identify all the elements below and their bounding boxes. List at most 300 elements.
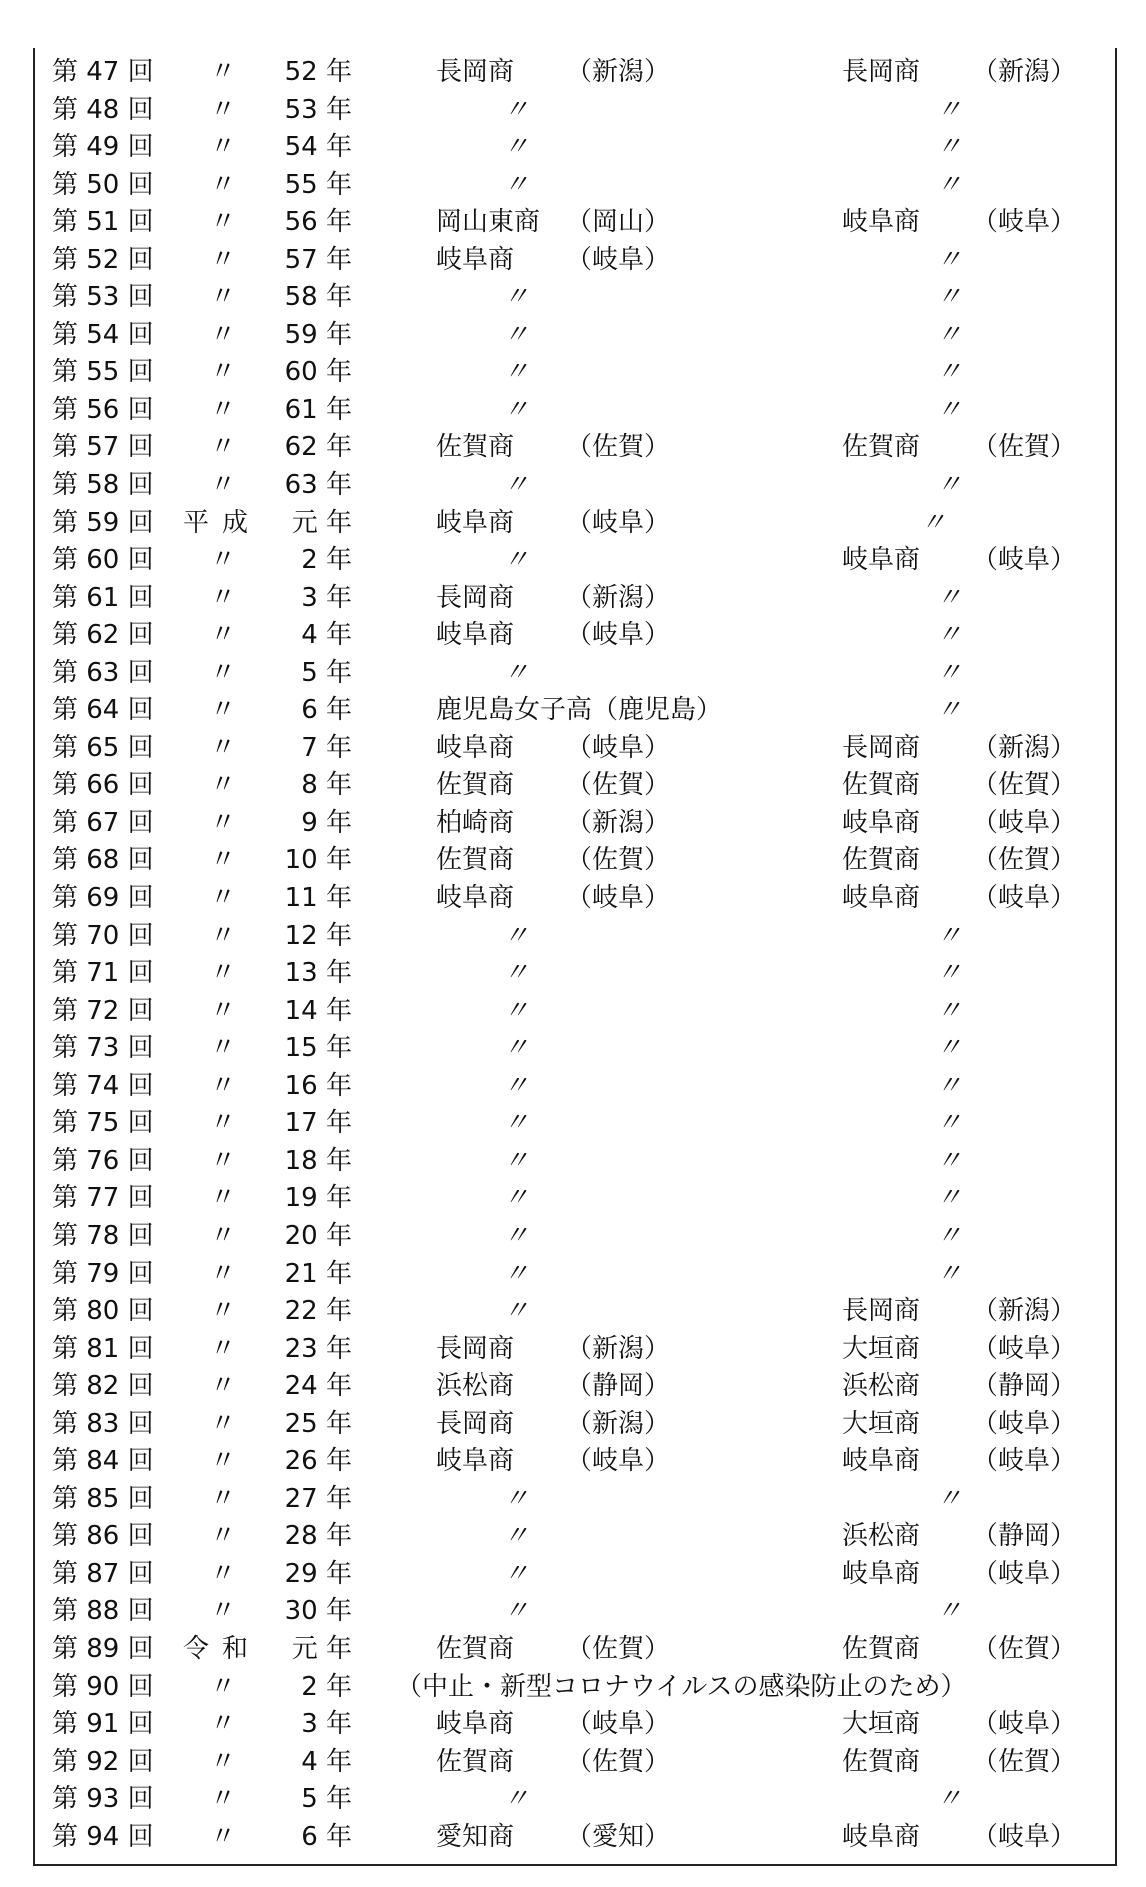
year: 10 年 bbox=[284, 845, 352, 876]
year: 4 年 bbox=[301, 620, 352, 651]
table-row bbox=[0, 392, 1146, 430]
year: 55 年 bbox=[284, 169, 352, 200]
tournament-number: 第 79 回 bbox=[52, 1258, 154, 1289]
year: 21 年 bbox=[284, 1258, 352, 1289]
winner-ditto: 〃 bbox=[503, 94, 530, 125]
winner-ditto: 〃 bbox=[503, 470, 530, 501]
runner-ditto: 〃 bbox=[936, 319, 963, 350]
era-ditto: 〃 bbox=[210, 282, 237, 313]
winner-ditto: 〃 bbox=[503, 319, 530, 350]
tournament-number: 第 83 回 bbox=[52, 1408, 154, 1439]
era-ditto: 〃 bbox=[210, 1371, 237, 1402]
winner-prefecture: （新潟） bbox=[566, 1408, 671, 1439]
year: 4 年 bbox=[301, 1746, 352, 1777]
era-ditto: 〃 bbox=[210, 244, 237, 275]
runner-prefecture: （佐賀） bbox=[972, 770, 1077, 801]
era-ditto: 〃 bbox=[210, 1709, 237, 1740]
year: 56 年 bbox=[284, 207, 352, 238]
tournament-number: 第 89 回 bbox=[52, 1633, 154, 1664]
runner-ditto: 〃 bbox=[936, 1258, 963, 1289]
era-ditto: 〃 bbox=[210, 1408, 237, 1439]
runner-school: 岐阜商 bbox=[842, 883, 921, 914]
tournament-number: 第 69 回 bbox=[52, 883, 154, 914]
winner-school: 岐阜商 bbox=[436, 244, 515, 275]
table-row bbox=[0, 1256, 1146, 1294]
winner-prefecture: （岐阜） bbox=[566, 732, 671, 763]
winner-school: 佐賀商 bbox=[436, 845, 515, 876]
era-ditto: 〃 bbox=[210, 319, 237, 350]
winner-prefecture: （新潟） bbox=[566, 57, 671, 87]
year: 28 年 bbox=[284, 1521, 352, 1552]
tournament-number: 第 84 回 bbox=[52, 1446, 154, 1477]
year: 25 年 bbox=[284, 1408, 352, 1439]
table-row bbox=[0, 1293, 1146, 1331]
era-ditto: 〃 bbox=[210, 732, 237, 763]
year: 11 年 bbox=[284, 883, 352, 914]
winner-prefecture: （岐阜） bbox=[566, 1446, 671, 1477]
winner-prefecture: （岐阜） bbox=[566, 507, 671, 538]
era-ditto: 〃 bbox=[210, 57, 237, 87]
year: 2 年 bbox=[301, 545, 352, 576]
year: 26 年 bbox=[284, 1446, 352, 1477]
runner-ditto: 〃 bbox=[936, 958, 963, 989]
table-row bbox=[0, 880, 1146, 918]
tournament-number: 第 81 回 bbox=[52, 1333, 154, 1364]
winner-school: 愛知商 bbox=[436, 1821, 515, 1852]
runner-ditto: 〃 bbox=[936, 695, 963, 726]
table-row bbox=[0, 1180, 1146, 1218]
table-row bbox=[0, 542, 1146, 580]
winner-ditto: 〃 bbox=[503, 1183, 530, 1214]
year: 20 年 bbox=[284, 1220, 352, 1251]
winner-ditto: 〃 bbox=[503, 1070, 530, 1101]
tournament-number: 第 56 回 bbox=[52, 394, 154, 425]
table-row bbox=[0, 1143, 1146, 1181]
winner-prefecture: （岐阜） bbox=[566, 244, 671, 275]
runner-school: 岐阜商 bbox=[842, 1821, 921, 1852]
tournament-number: 第 64 回 bbox=[52, 695, 154, 726]
table-row bbox=[0, 1518, 1146, 1556]
tournament-number: 第 59 回 bbox=[52, 507, 154, 538]
tournament-number: 第 52 回 bbox=[52, 244, 154, 275]
runner-ditto: 〃 bbox=[936, 282, 963, 313]
table-row bbox=[0, 1631, 1146, 1669]
winner-ditto: 〃 bbox=[503, 995, 530, 1026]
winner-prefecture: （愛知） bbox=[566, 1821, 671, 1852]
table-row bbox=[0, 767, 1146, 805]
year: 元 年 bbox=[291, 1633, 352, 1664]
year: 13 年 bbox=[284, 958, 352, 989]
tournament-number: 第 75 回 bbox=[52, 1108, 154, 1139]
winner-prefecture: （静岡） bbox=[566, 1371, 671, 1402]
runner-prefecture: （新潟） bbox=[972, 732, 1077, 763]
era-ditto: 〃 bbox=[210, 807, 237, 838]
runner-school: 大垣商 bbox=[842, 1333, 921, 1364]
era-ditto: 〃 bbox=[210, 1746, 237, 1777]
table-row bbox=[0, 842, 1146, 880]
table-row bbox=[0, 505, 1146, 543]
runner-ditto: 〃 bbox=[936, 169, 963, 200]
tournament-number: 第 93 回 bbox=[52, 1784, 154, 1815]
runner-prefecture: （岐阜） bbox=[972, 1333, 1077, 1364]
tournament-number: 第 70 回 bbox=[52, 920, 154, 951]
era-ditto: 〃 bbox=[210, 1784, 237, 1815]
runner-school: 佐賀商 bbox=[842, 1746, 921, 1777]
runner-ditto: 〃 bbox=[936, 394, 963, 425]
runner-ditto: 〃 bbox=[936, 1070, 963, 1101]
tournament-number: 第 51 回 bbox=[52, 207, 154, 238]
year: 30 年 bbox=[284, 1596, 352, 1627]
tournament-number: 第 55 回 bbox=[52, 357, 154, 388]
era-ditto: 〃 bbox=[210, 1333, 237, 1364]
runner-ditto: 〃 bbox=[936, 620, 963, 651]
winner-prefecture: （新潟） bbox=[566, 582, 671, 613]
runner-prefecture: （新潟） bbox=[972, 57, 1077, 87]
runner-school: 佐賀商 bbox=[842, 845, 921, 876]
winner-school: 鹿児島女子高（鹿児島） bbox=[436, 695, 723, 726]
runner-school: 佐賀商 bbox=[842, 432, 921, 463]
table-row bbox=[0, 317, 1146, 355]
runner-school: 浜松商 bbox=[842, 1521, 921, 1552]
runner-ditto: 〃 bbox=[936, 1108, 963, 1139]
runner-school: 岐阜商 bbox=[842, 1446, 921, 1477]
runner-prefecture: （静岡） bbox=[972, 1371, 1077, 1402]
era-ditto: 〃 bbox=[210, 883, 237, 914]
table-row bbox=[0, 1368, 1146, 1406]
runner-school: 大垣商 bbox=[842, 1408, 921, 1439]
table-row bbox=[0, 92, 1146, 130]
table-row bbox=[0, 204, 1146, 242]
tournament-number: 第 90 回 bbox=[52, 1671, 154, 1702]
table-row bbox=[0, 279, 1146, 317]
era-ditto: 〃 bbox=[210, 620, 237, 651]
runner-ditto: 〃 bbox=[936, 1483, 963, 1514]
era-ditto: 〃 bbox=[210, 394, 237, 425]
winner-ditto: 〃 bbox=[503, 1596, 530, 1627]
tournament-number: 第 65 回 bbox=[52, 732, 154, 763]
table-row bbox=[0, 467, 1146, 505]
table-row bbox=[0, 1443, 1146, 1481]
era-ditto: 〃 bbox=[210, 1596, 237, 1627]
table-row bbox=[0, 1218, 1146, 1256]
table-row bbox=[0, 1406, 1146, 1444]
winner-ditto: 〃 bbox=[503, 169, 530, 200]
runner-school: 長岡商 bbox=[842, 732, 921, 763]
runner-ditto: 〃 bbox=[936, 132, 963, 163]
table-row bbox=[0, 429, 1146, 467]
runner-prefecture: （岐阜） bbox=[972, 1821, 1077, 1852]
table-row bbox=[0, 1331, 1146, 1369]
era-ditto: 〃 bbox=[210, 1296, 237, 1327]
runner-ditto: 〃 bbox=[936, 1596, 963, 1627]
winner-ditto: 〃 bbox=[503, 1220, 530, 1251]
winner-ditto: 〃 bbox=[503, 920, 530, 951]
year: 5 年 bbox=[301, 657, 352, 688]
table-row bbox=[0, 354, 1146, 392]
table-row bbox=[0, 955, 1146, 993]
era-ditto: 〃 bbox=[210, 432, 237, 463]
table-row bbox=[0, 54, 1146, 92]
year: 57 年 bbox=[284, 244, 352, 275]
era-ditto: 〃 bbox=[210, 770, 237, 801]
era-ditto: 〃 bbox=[210, 1108, 237, 1139]
runner-school: 岐阜商 bbox=[842, 807, 921, 838]
table-row bbox=[0, 1706, 1146, 1744]
year: 6 年 bbox=[301, 1821, 352, 1852]
era-ditto: 〃 bbox=[210, 845, 237, 876]
table-row bbox=[0, 1819, 1146, 1857]
winner-ditto: 〃 bbox=[503, 1521, 530, 1552]
table-row bbox=[0, 1744, 1146, 1782]
tournament-number: 第 48 回 bbox=[52, 94, 154, 125]
era-ditto: 〃 bbox=[210, 1671, 237, 1702]
winner-school: 岡山東商 bbox=[436, 207, 541, 238]
runner-ditto: 〃 bbox=[936, 1145, 963, 1176]
tournament-number: 第 67 回 bbox=[52, 807, 154, 838]
winner-ditto: 〃 bbox=[503, 1296, 530, 1327]
table-row bbox=[0, 617, 1146, 655]
winner-school: 佐賀商 bbox=[436, 432, 515, 463]
year: 24 年 bbox=[284, 1371, 352, 1402]
winner-ditto: 〃 bbox=[503, 657, 530, 688]
tournament-number: 第 76 回 bbox=[52, 1145, 154, 1176]
runner-prefecture: （佐賀） bbox=[972, 432, 1077, 463]
winner-school: 岐阜商 bbox=[436, 883, 515, 914]
year: 元 年 bbox=[291, 507, 352, 538]
era-ditto: 〃 bbox=[210, 1446, 237, 1477]
table-row bbox=[0, 730, 1146, 768]
era-ditto: 〃 bbox=[210, 132, 237, 163]
winner-ditto: 〃 bbox=[503, 958, 530, 989]
era-ditto: 〃 bbox=[210, 1183, 237, 1214]
tournament-number: 第 87 回 bbox=[52, 1558, 154, 1589]
era-ditto: 〃 bbox=[210, 1483, 237, 1514]
runner-school: 浜松商 bbox=[842, 1371, 921, 1402]
runner-prefecture: （岐阜） bbox=[972, 207, 1077, 238]
tournament-number: 第 80 回 bbox=[52, 1296, 154, 1327]
runner-school: 岐阜商 bbox=[842, 207, 921, 238]
era-ditto: 〃 bbox=[210, 995, 237, 1026]
winner-school: 岐阜商 bbox=[436, 620, 515, 651]
tournament-number: 第 57 回 bbox=[52, 432, 154, 463]
winner-prefecture: （佐賀） bbox=[566, 845, 671, 876]
year: 6 年 bbox=[301, 695, 352, 726]
winner-prefecture: （岡山） bbox=[566, 207, 671, 238]
table-row bbox=[0, 129, 1146, 167]
winner-prefecture: （佐賀） bbox=[566, 1746, 671, 1777]
runner-school: 長岡商 bbox=[842, 57, 921, 87]
era-name: 令和 bbox=[183, 1633, 262, 1664]
era-ditto: 〃 bbox=[210, 169, 237, 200]
year: 54 年 bbox=[284, 132, 352, 163]
tournament-number: 第 47 回 bbox=[52, 57, 154, 87]
year: 59 年 bbox=[284, 319, 352, 350]
year: 18 年 bbox=[284, 1145, 352, 1176]
tournament-number: 第 53 回 bbox=[52, 282, 154, 313]
table-row bbox=[0, 1669, 1146, 1707]
tournament-number: 第 73 回 bbox=[52, 1033, 154, 1064]
table-row bbox=[0, 655, 1146, 693]
table-row bbox=[0, 993, 1146, 1031]
year: 58 年 bbox=[284, 282, 352, 313]
runner-prefecture: （新潟） bbox=[972, 1296, 1077, 1327]
winner-school: 長岡商 bbox=[436, 57, 515, 87]
tournament-number: 第 92 回 bbox=[52, 1746, 154, 1777]
year: 22 年 bbox=[284, 1296, 352, 1327]
tournament-number: 第 71 回 bbox=[52, 958, 154, 989]
era-ditto: 〃 bbox=[210, 1145, 237, 1176]
era-ditto: 〃 bbox=[210, 94, 237, 125]
tournament-number: 第 61 回 bbox=[52, 582, 154, 613]
runner-prefecture: （岐阜） bbox=[972, 1558, 1077, 1589]
era-ditto: 〃 bbox=[210, 920, 237, 951]
winner-ditto: 〃 bbox=[503, 1558, 530, 1589]
table-row bbox=[0, 918, 1146, 956]
year: 29 年 bbox=[284, 1558, 352, 1589]
winner-ditto: 〃 bbox=[503, 1108, 530, 1139]
winner-prefecture: （佐賀） bbox=[566, 770, 671, 801]
era-ditto: 〃 bbox=[210, 1521, 237, 1552]
era-ditto: 〃 bbox=[210, 545, 237, 576]
runner-prefecture: （岐阜） bbox=[972, 883, 1077, 914]
year: 63 年 bbox=[284, 470, 352, 501]
tournament-number: 第 63 回 bbox=[52, 657, 154, 688]
table-row bbox=[0, 692, 1146, 730]
tournament-number: 第 94 回 bbox=[52, 1821, 154, 1852]
year: 3 年 bbox=[301, 1709, 352, 1740]
winner-prefecture: （岐阜） bbox=[566, 1709, 671, 1740]
year: 23 年 bbox=[284, 1333, 352, 1364]
runner-prefecture: （岐阜） bbox=[972, 1408, 1077, 1439]
tournament-number: 第 88 回 bbox=[52, 1596, 154, 1627]
table-row bbox=[0, 1556, 1146, 1594]
table-row bbox=[0, 1481, 1146, 1519]
era-ditto: 〃 bbox=[210, 470, 237, 501]
winner-prefecture: （佐賀） bbox=[566, 1633, 671, 1664]
winner-school: 岐阜商 bbox=[436, 507, 515, 538]
winner-prefecture: （新潟） bbox=[566, 807, 671, 838]
runner-ditto: 〃 bbox=[936, 657, 963, 688]
era-ditto: 〃 bbox=[210, 695, 237, 726]
winner-school: 佐賀商 bbox=[436, 1746, 515, 1777]
year: 27 年 bbox=[284, 1483, 352, 1514]
tournament-number: 第 58 回 bbox=[52, 470, 154, 501]
winner-school: 岐阜商 bbox=[436, 732, 515, 763]
runner-ditto: 〃 bbox=[936, 1033, 963, 1064]
era-ditto: 〃 bbox=[210, 1033, 237, 1064]
results-table bbox=[0, 54, 1146, 1856]
era-ditto: 〃 bbox=[210, 1258, 237, 1289]
table-row bbox=[0, 1105, 1146, 1143]
year: 52 年 bbox=[284, 57, 352, 87]
runner-school: 佐賀商 bbox=[842, 1633, 921, 1664]
table-row bbox=[0, 1068, 1146, 1106]
winner-ditto: 〃 bbox=[503, 282, 530, 313]
year: 17 年 bbox=[284, 1108, 352, 1139]
era-ditto: 〃 bbox=[210, 1220, 237, 1251]
tournament-number: 第 49 回 bbox=[52, 132, 154, 163]
winner-ditto: 〃 bbox=[503, 1033, 530, 1064]
tournament-number: 第 86 回 bbox=[52, 1521, 154, 1552]
winner-prefecture: （岐阜） bbox=[566, 620, 671, 651]
tournament-number: 第 85 回 bbox=[52, 1483, 154, 1514]
winner-ditto: 〃 bbox=[503, 545, 530, 576]
winner-ditto: 〃 bbox=[503, 132, 530, 163]
winner-school: 浜松商 bbox=[436, 1371, 515, 1402]
era-ditto: 〃 bbox=[210, 582, 237, 613]
runner-prefecture: （佐賀） bbox=[972, 1633, 1077, 1664]
runner-ditto: 〃 bbox=[936, 470, 963, 501]
runner-ditto: 〃 bbox=[936, 582, 963, 613]
year: 3 年 bbox=[301, 582, 352, 613]
runner-school: 岐阜商 bbox=[842, 1558, 921, 1589]
year: 14 年 bbox=[284, 995, 352, 1026]
winner-ditto: 〃 bbox=[503, 1483, 530, 1514]
winner-prefecture: （岐阜） bbox=[566, 883, 671, 914]
runner-ditto: 〃 bbox=[936, 995, 963, 1026]
winner-prefecture: （佐賀） bbox=[566, 432, 671, 463]
winner-prefecture: （新潟） bbox=[566, 1333, 671, 1364]
table-row bbox=[0, 580, 1146, 618]
runner-prefecture: （岐阜） bbox=[972, 807, 1077, 838]
era-ditto: 〃 bbox=[210, 1821, 237, 1852]
tournament-number: 第 82 回 bbox=[52, 1371, 154, 1402]
tournament-number: 第 60 回 bbox=[52, 545, 154, 576]
winner-school: 長岡商 bbox=[436, 582, 515, 613]
runner-prefecture: （岐阜） bbox=[972, 1709, 1077, 1740]
winner-ditto: 〃 bbox=[503, 1145, 530, 1176]
tournament-number: 第 77 回 bbox=[52, 1183, 154, 1214]
runner-prefecture: （佐賀） bbox=[972, 1746, 1077, 1777]
winner-school: 岐阜商 bbox=[436, 1446, 515, 1477]
table-row bbox=[0, 242, 1146, 280]
tournament-number: 第 91 回 bbox=[52, 1709, 154, 1740]
winner-ditto: 〃 bbox=[503, 357, 530, 388]
runner-school: 佐賀商 bbox=[842, 770, 921, 801]
year: 19 年 bbox=[284, 1183, 352, 1214]
year: 7 年 bbox=[301, 732, 352, 763]
runner-ditto: 〃 bbox=[936, 1183, 963, 1214]
table-row bbox=[0, 167, 1146, 205]
tournament-number: 第 62 回 bbox=[52, 620, 154, 651]
runner-ditto: 〃 bbox=[936, 920, 963, 951]
runner-prefecture: （岐阜） bbox=[972, 545, 1077, 576]
year: 2 年 bbox=[301, 1671, 352, 1702]
runner-ditto: 〃 bbox=[936, 94, 963, 125]
runner-ditto: 〃 bbox=[936, 244, 963, 275]
year: 53 年 bbox=[284, 94, 352, 125]
year: 9 年 bbox=[301, 807, 352, 838]
winner-school: 長岡商 bbox=[436, 1408, 515, 1439]
table-row bbox=[0, 1030, 1146, 1068]
year: 16 年 bbox=[284, 1070, 352, 1101]
cancellation-note: （中止・新型コロナウイルスの感染防止のため） bbox=[396, 1671, 967, 1702]
era-ditto: 〃 bbox=[210, 657, 237, 688]
winner-school: 柏崎商 bbox=[436, 807, 515, 838]
era-ditto: 〃 bbox=[210, 357, 237, 388]
winner-ditto: 〃 bbox=[503, 1784, 530, 1815]
table-row bbox=[0, 1593, 1146, 1631]
runner-ditto: 〃 bbox=[936, 1784, 963, 1815]
year: 5 年 bbox=[301, 1784, 352, 1815]
runner-prefecture: （佐賀） bbox=[972, 845, 1077, 876]
table-row bbox=[0, 805, 1146, 843]
runner-ditto: 〃 bbox=[936, 1220, 963, 1251]
year: 61 年 bbox=[284, 394, 352, 425]
year: 62 年 bbox=[284, 432, 352, 463]
tournament-number: 第 68 回 bbox=[52, 845, 154, 876]
era-ditto: 〃 bbox=[210, 207, 237, 238]
